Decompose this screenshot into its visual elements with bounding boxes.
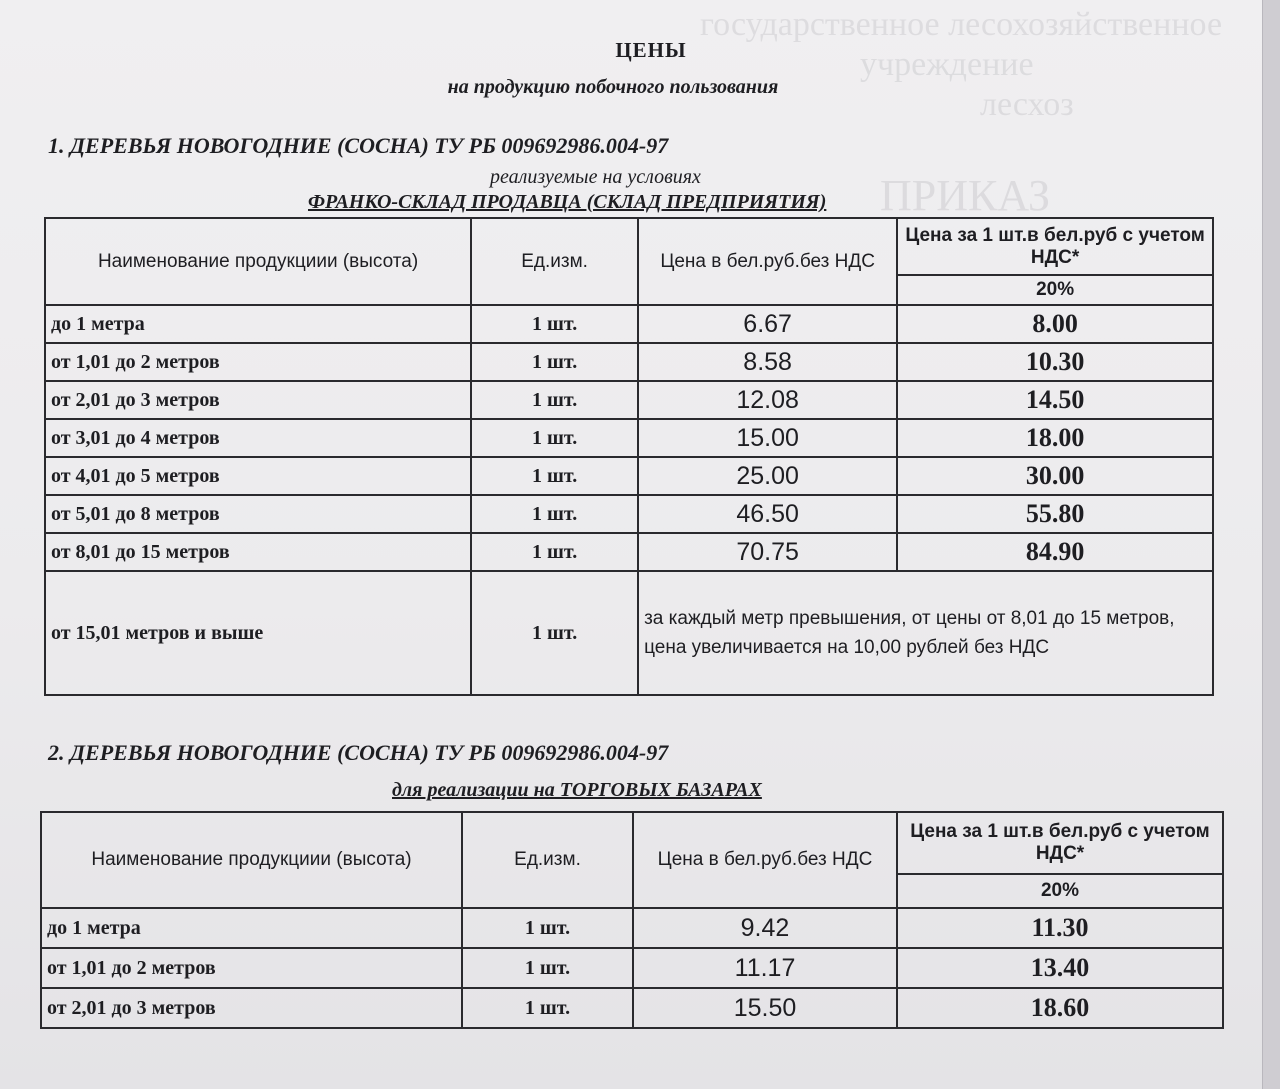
row-product-name: до 1 метра (41, 908, 462, 948)
header-vat-rate: 20% (897, 275, 1213, 305)
row-price-vat: 14.50 (897, 381, 1213, 419)
row-price-vat: 18.60 (897, 988, 1223, 1028)
row-unit: 1 шт. (462, 908, 633, 948)
row-unit: 1 шт. (471, 381, 638, 419)
row-product-name: от 8,01 до 15 метров (45, 533, 471, 571)
row-product-name: от 15,01 метров и выше (45, 571, 471, 695)
table-row (45, 381, 1213, 419)
row-product-name: от 3,01 до 4 метров (45, 419, 471, 457)
row-price: 9.42 (633, 908, 897, 948)
row-unit: 1 шт. (471, 495, 638, 533)
show-through-text-1: государственное лесохозяйственное (700, 6, 1223, 43)
section-1-heading: 1. ДЕРЕВЬЯ НОВОГОДНИЕ (СОСНА) ТУ РБ 009692986.004-97 (48, 133, 669, 158)
header-product-name: Наименование продукциии (высота) (41, 812, 462, 908)
table-row (41, 908, 1223, 948)
row-price: 25.00 (638, 457, 897, 495)
row-product-name: от 2,01 до 3 метров (45, 381, 471, 419)
section-2-heading: 2. ДЕРЕВЬЯ НОВОГОДНИЕ (СОСНА) ТУ РБ 009692986.004-97 (48, 740, 669, 765)
row-price-vat: 30.00 (897, 457, 1213, 495)
row-price-vat: 55.80 (897, 495, 1213, 533)
table-row (45, 457, 1213, 495)
row-product-name: от 1,01 до 2 метров (45, 343, 471, 381)
table-row (41, 948, 1223, 988)
table-row (45, 343, 1213, 381)
row-unit: 1 шт. (471, 571, 638, 695)
row-unit: 1 шт. (471, 343, 638, 381)
document-subtitle: на продукцию побочного пользования (447, 76, 779, 98)
row-product-name: от 1,01 до 2 метров (41, 948, 462, 988)
header-price-no-vat: Цена в бел.руб.без НДС (638, 218, 897, 305)
header-unit: Ед.изм. (471, 218, 638, 305)
row-price-vat: 18.00 (897, 419, 1213, 457)
row-price: 15.00 (638, 419, 897, 457)
row-unit: 1 шт. (462, 948, 633, 988)
page-edge (1262, 0, 1280, 1089)
row-price: 15.50 (633, 988, 897, 1028)
row-price: 11.17 (633, 948, 897, 988)
show-through-text-4: ПРИКАЗ (880, 171, 1051, 220)
row-product-name: от 2,01 до 3 метров (41, 988, 462, 1028)
price-table-markets (40, 811, 1224, 1029)
row-price: 70.75 (638, 533, 897, 571)
section-1-terms-label: реализуемые на условиях (490, 166, 701, 188)
row-price: 46.50 (638, 495, 897, 533)
table-row (41, 988, 1223, 1028)
header-unit: Ед.изм. (462, 812, 633, 908)
row-price-vat: 84.90 (897, 533, 1213, 571)
table-row (45, 305, 1213, 343)
price-table-warehouse (44, 217, 1214, 696)
row-price: 6.67 (638, 305, 897, 343)
show-through-text-3: лесхоз (980, 86, 1074, 123)
header-price-no-vat: Цена в бел.руб.без НДС (633, 812, 897, 908)
section-2-terms: для реализации на ТОРГОВЫХ БАЗАРАХ (392, 779, 762, 801)
row-unit: 1 шт. (471, 305, 638, 343)
show-through-text-2: учреждение (860, 46, 1034, 83)
row-unit: 1 шт. (471, 457, 638, 495)
row-price: 12.08 (638, 381, 897, 419)
header-price-with-vat: Цена за 1 шт.в бел.руб с учетом НДС* (897, 218, 1213, 275)
row-unit: 1 шт. (471, 419, 638, 457)
section-1-terms: ФРАНКО-СКЛАД ПРОДАВЦА (СКЛАД ПРЕДПРИЯТИЯ) (308, 191, 827, 213)
header-product-name: Наименование продукциии (высота) (45, 218, 471, 305)
document-title: ЦЕНЫ (615, 38, 687, 62)
row-price-vat: 13.40 (897, 948, 1223, 988)
row-product-name: до 1 метра (45, 305, 471, 343)
header-price-with-vat: Цена за 1 шт.в бел.руб с учетом НДС* (897, 812, 1223, 874)
table-row (45, 495, 1213, 533)
header-vat-rate: 20% (897, 874, 1223, 908)
row-unit: 1 шт. (462, 988, 633, 1028)
row-price-vat: 10.30 (897, 343, 1213, 381)
row-product-name: от 5,01 до 8 метров (45, 495, 471, 533)
row-price-vat: 11.30 (897, 908, 1223, 948)
row-oversize-note: за каждый метр превышения, от цены от 8,01 до 15 метров, цена увеличивается на 10,00 рублей без НДС (638, 571, 1213, 695)
table-row (45, 419, 1213, 457)
row-price-vat: 8.00 (897, 305, 1213, 343)
row-product-name: от 4,01 до 5 метров (45, 457, 471, 495)
table-row (45, 533, 1213, 571)
row-price: 8.58 (638, 343, 897, 381)
row-unit: 1 шт. (471, 533, 638, 571)
table-row-oversize (45, 571, 1213, 695)
